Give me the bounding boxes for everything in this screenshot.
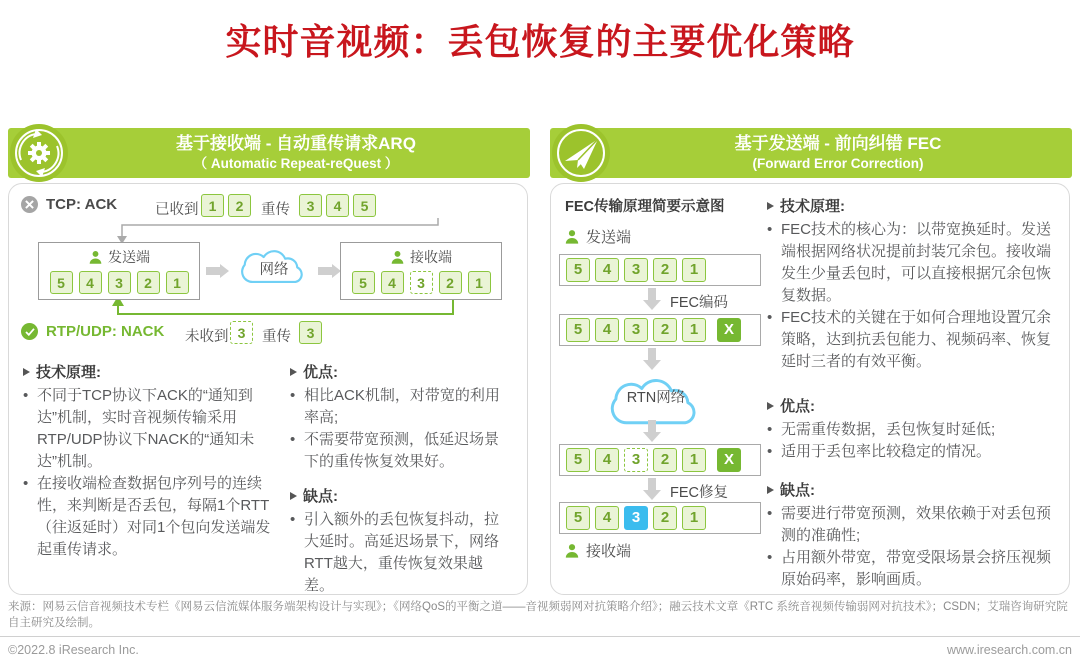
sender-node-header: [88, 247, 150, 267]
nack-label: RTP/UDP: NACK: [46, 323, 165, 340]
fec-sender-row: [564, 226, 631, 247]
received-label: 已收到: [155, 202, 199, 218]
packet-box: 3: [299, 321, 322, 344]
sender-node: [38, 242, 200, 300]
fec-sender-label: 发送端: [586, 229, 632, 246]
packet-box: 5: [566, 318, 590, 342]
bullet-item: [767, 219, 1059, 307]
packet-box: 1: [682, 318, 706, 342]
source-note: 来源：网易云信音视频技术专栏《网易云信流媒体服务端架构设计与实现》；《网络QoS的平衡之道——音视频弱网对抗策略介绍》；融云技术文章《RTC 系统音视频传输弱网对抗技术》；CSDN；艾瑞咨询研究院自主研究及绘制。: [8, 601, 1068, 629]
fec-principle-section: [767, 195, 1059, 373]
section-title: 技术原理:: [780, 198, 845, 215]
packet-box: 4: [595, 318, 619, 342]
bullet-dot: •: [767, 421, 773, 438]
nack-retransmit-label: 重传: [262, 329, 291, 345]
sender-packet-row: [50, 271, 189, 294]
packet-box: 3: [410, 271, 433, 294]
not-received-packet-row: [230, 321, 253, 344]
section-title: 技术原理:: [36, 364, 101, 381]
packet-box: 2: [653, 258, 677, 282]
arrow-marker-icon: [767, 402, 774, 410]
bullet-dot: •: [767, 443, 773, 460]
fec-panel-header: [550, 128, 1072, 178]
packet-box: 5: [50, 271, 73, 294]
bullet-text: 占用额外带宽，带宽受限场景会挤压视频原始码率，影响画质。: [781, 549, 1052, 588]
packet-box: 2: [653, 448, 677, 472]
section-title: 优点:: [303, 364, 338, 381]
person-icon: [88, 250, 103, 265]
bullet-text: 相比ACK机制，对带宽的利用率高;: [304, 387, 500, 426]
sender-label: 发送端: [108, 249, 150, 265]
packet-box: 3: [299, 194, 322, 217]
paper-plane-icon: [552, 124, 610, 182]
bullet-text: 不同于TCP协议下ACK的“通知到达”机制，实时音视频传输采用RTP/UDP协议下NACK的“通知未达”机制。: [37, 387, 255, 470]
packet-box: 2: [228, 194, 251, 217]
bullet-list: [767, 419, 1059, 463]
fec-receiver-row: [564, 540, 631, 561]
section-header: [23, 361, 273, 382]
bullet-text: 无需重传数据，丢包恢复时延低;: [781, 421, 996, 438]
arq-pros-cons-column: [290, 361, 511, 609]
tcp-ack-label: TCP: ACK: [46, 196, 118, 213]
bullet-dot: •: [290, 387, 296, 404]
section-title: 缺点:: [303, 488, 338, 505]
bullet-item: [290, 385, 511, 429]
fec-diagram-title: FEC传输原理简要示意图: [565, 199, 725, 215]
fec-encode-label: FEC编码: [670, 295, 728, 311]
packet-box: 2: [653, 506, 677, 530]
bullet-list: [767, 503, 1059, 591]
gear-sync-icon: [10, 124, 68, 182]
packet-box: 1: [166, 271, 189, 294]
packet-box: 4: [595, 258, 619, 282]
cross-circle-icon: [21, 196, 38, 213]
arq-panel-header: [8, 128, 530, 178]
packet-box: 1: [682, 448, 706, 472]
person-icon: [564, 229, 580, 245]
fec-packet-tray-received: [559, 444, 761, 476]
bullet-list: [290, 385, 511, 473]
fec-packet-tray-encoded: [559, 314, 761, 346]
packet-box: 2: [137, 271, 160, 294]
arq-panel-body: [8, 183, 528, 595]
receiver-packet-row: [352, 271, 491, 294]
bullet-dot: •: [23, 475, 29, 492]
bullet-item: [767, 419, 1059, 441]
bullet-dot: •: [767, 309, 773, 326]
packet-box: 3: [624, 258, 648, 282]
fec-cons-section: [767, 479, 1059, 591]
packet-box: 1: [682, 258, 706, 282]
person-icon: [390, 250, 405, 265]
person-icon: [564, 543, 580, 559]
receiver-label: 接收端: [410, 249, 452, 265]
bullet-item: [767, 307, 1059, 373]
packet-box: 2: [653, 318, 677, 342]
bullet-text: FEC技术的关键在于如何合理地设置冗余策略，达到抗丢包能力、视频码率、恢复延时三者的有效平衡。: [781, 309, 1052, 370]
not-received-label: 未收到: [185, 329, 229, 345]
arrow-marker-icon: [767, 202, 774, 210]
bullet-item: [290, 509, 511, 597]
received-packet-row: [201, 194, 251, 217]
arrow-right-icon: [318, 264, 341, 278]
packet-box: 1: [682, 506, 706, 530]
rtn-network-cloud: [597, 372, 715, 418]
arrow-right-icon: [206, 264, 229, 278]
bullet-dot: •: [767, 221, 773, 238]
packet-box: 4: [595, 506, 619, 530]
packet-box: X: [717, 448, 741, 472]
network-label: 网络: [259, 261, 289, 278]
retransmit-label: 重传: [261, 202, 290, 218]
arrow-down-icon: [643, 348, 661, 370]
arq-principle-section: [23, 361, 273, 561]
bullet-item: [767, 547, 1059, 591]
bullet-text: FEC技术的核心为：以带宽换延时。发送端根据网络状况提前封装冗余包。接收端发生少量丢包时，可以直接根据冗余包恢复数据。: [781, 221, 1052, 304]
fec-pros-section: [767, 395, 1059, 463]
footer-divider: [0, 636, 1080, 637]
arq-header-title: 基于接收端 - 自动重传请求ARQ: [176, 134, 416, 153]
section-title: 缺点:: [780, 482, 815, 499]
bullet-item: [23, 385, 273, 473]
packet-box: 3: [108, 271, 131, 294]
section-header: [767, 395, 1059, 416]
copyright-text: ©2022.8 iResearch Inc.: [8, 643, 139, 657]
packet-box: 3: [624, 506, 648, 530]
bullet-item: [767, 441, 1059, 463]
packet-box: X: [717, 318, 741, 342]
packet-box: 5: [353, 194, 376, 217]
bullet-dot: •: [290, 431, 296, 448]
packet-box: 2: [439, 271, 462, 294]
fec-panel-body: [550, 183, 1070, 595]
packet-box: 5: [566, 258, 590, 282]
nack-retransmit-packet-row: [299, 321, 322, 344]
receiver-node-header: [390, 247, 452, 267]
arq-header-text: [70, 132, 522, 173]
bullet-text: 适用于丢包率比较稳定的情况。: [781, 443, 992, 460]
fec-repair-label: FEC修复: [670, 485, 728, 501]
bullet-list: [23, 385, 273, 561]
section-header: [767, 195, 1059, 216]
bullet-item: [290, 429, 511, 473]
fec-packet-tray-original: [559, 254, 761, 286]
arrow-marker-icon: [23, 368, 30, 376]
website-url: www.iresearch.com.cn: [946, 643, 1072, 657]
network-cloud: [231, 245, 317, 289]
retransmit-packet-row: [299, 194, 376, 217]
arrow-marker-icon: [767, 486, 774, 494]
arrow-down-icon: [643, 478, 661, 500]
rtn-network-label: RTN网络: [626, 389, 686, 406]
section-title: 优点:: [780, 398, 815, 415]
check-circle-icon: [21, 323, 38, 340]
fec-header-title: 基于发送端 - 前向纠错 FEC: [734, 134, 942, 153]
bullet-dot: •: [290, 511, 296, 528]
bullet-item: [23, 473, 273, 561]
packet-box: 3: [230, 321, 253, 344]
bullet-dot: •: [23, 387, 29, 404]
section-header: [290, 485, 511, 506]
bullet-text: 在接收端检查数据包序列号的连续性，来判断是否丢包，每隔1个RTT （往返延时）对同1个包向发送端发起重传请求。: [37, 475, 271, 558]
receiver-node: [340, 242, 502, 300]
packet-box: 4: [595, 448, 619, 472]
packet-box: 5: [566, 506, 590, 530]
arq-header-subtitle: （ Automatic Repeat-reQuest ）: [193, 156, 399, 171]
packet-box: 5: [566, 448, 590, 472]
arrow-marker-icon: [290, 368, 297, 376]
arq-cons-section: [290, 485, 511, 597]
packet-box: 4: [381, 271, 404, 294]
page-title: 实时音视频：丢包恢复的主要优化策略: [225, 21, 855, 62]
packet-box: 1: [201, 194, 224, 217]
bullet-list: [767, 219, 1059, 373]
bullet-text: 引入额外的丢包恢复抖动，拉大延时。高延迟场景下，网络RTT越大，重传恢复效果越差。: [304, 511, 500, 594]
fec-header-subtitle: (Forward Error Correction): [752, 156, 924, 171]
arq-pros-section: [290, 361, 511, 473]
packet-box: 1: [468, 271, 491, 294]
section-header: [290, 361, 511, 382]
fec-header-text: [612, 132, 1064, 173]
bullet-dot: •: [767, 549, 773, 566]
packet-box: 3: [624, 448, 648, 472]
arrow-down-icon: [643, 288, 661, 310]
bullet-text: 不需要带宽预测，低延迟场景下的重传恢复效果好。: [304, 431, 500, 470]
arrow-down-icon: [643, 420, 661, 442]
packet-box: 3: [624, 318, 648, 342]
bullet-item: [767, 503, 1059, 547]
arrow-marker-icon: [290, 492, 297, 500]
bullet-dot: •: [767, 505, 773, 522]
arq-principle-column: [23, 361, 273, 573]
bullet-text: 需要进行带宽预测，效果依赖于对丢包预测的准确性;: [781, 505, 1052, 544]
section-header: [767, 479, 1059, 500]
bullet-list: [290, 509, 511, 597]
fec-text-column: [767, 195, 1059, 603]
packet-box: 4: [326, 194, 349, 217]
packet-box: 5: [352, 271, 375, 294]
fec-receiver-label: 接收端: [586, 543, 632, 560]
packet-box: 4: [79, 271, 102, 294]
fec-packet-tray-repaired: [559, 502, 761, 534]
